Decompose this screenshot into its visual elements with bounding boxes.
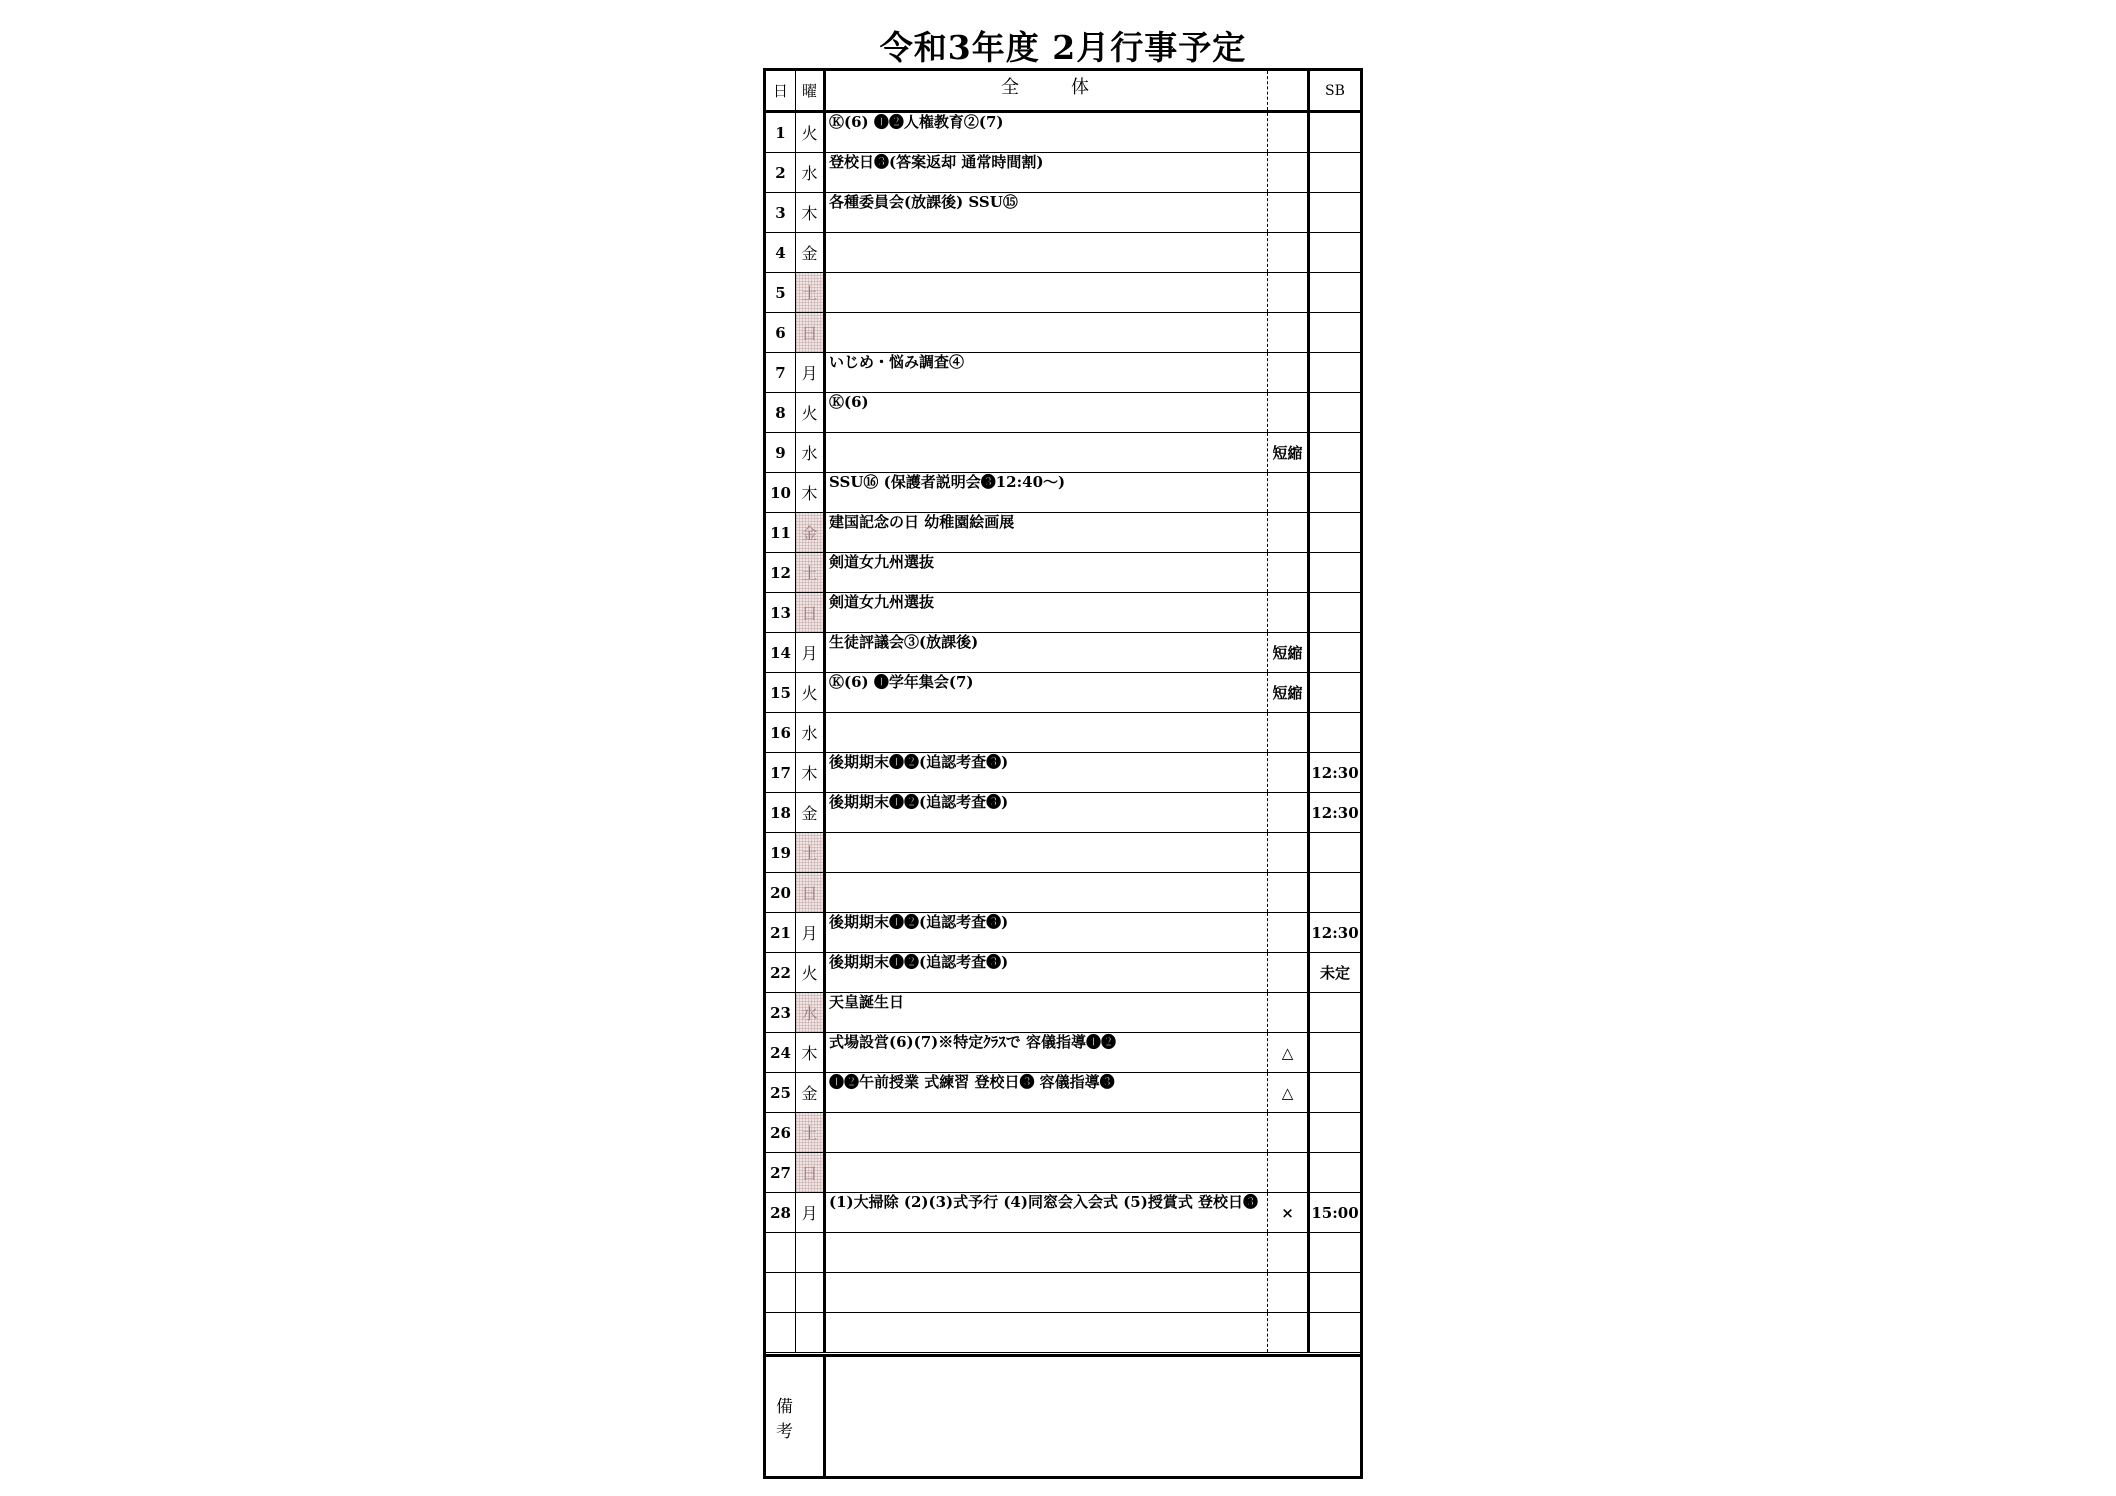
sb-cell <box>1310 833 1360 872</box>
day-cell: 10 <box>766 473 796 512</box>
mark-cell <box>1268 153 1310 192</box>
mark-cell <box>1268 1313 1310 1352</box>
table-header-row <box>766 71 1360 113</box>
mark-cell <box>1268 793 1310 832</box>
weekday-cell: 月 <box>796 1193 826 1232</box>
table-row <box>766 833 1360 873</box>
day-cell: 6 <box>766 313 796 352</box>
table-row <box>766 1313 1360 1353</box>
day-cell: 8 <box>766 393 796 432</box>
events-cell: 登校日❸(答案返却 通常時間割) <box>826 153 1268 192</box>
day-cell: 4 <box>766 233 796 272</box>
header-mark <box>1268 71 1310 110</box>
events-cell: ❶❷午前授業 式練習 登校日❸ 容儀指導❸ <box>826 1073 1268 1112</box>
weekday-cell: 火 <box>796 673 826 712</box>
day-cell: 12 <box>766 553 796 592</box>
weekday-cell <box>796 1273 826 1312</box>
weekday-cell: 土 <box>796 833 826 872</box>
header-sb: SB <box>1325 82 1345 99</box>
mark-cell: △ <box>1268 1073 1310 1112</box>
day-cell: 11 <box>766 513 796 552</box>
table-row <box>766 193 1360 233</box>
sb-cell <box>1310 553 1360 592</box>
events-cell <box>826 833 1268 872</box>
day-cell: 1 <box>766 113 796 152</box>
sb-cell <box>1310 473 1360 512</box>
weekday-cell: 土 <box>796 273 826 312</box>
weekday-cell: 日 <box>796 1153 826 1192</box>
sb-cell: 未定 <box>1319 964 1350 982</box>
weekday-cell: 日 <box>796 593 826 632</box>
table-row <box>766 1073 1360 1113</box>
table-row <box>766 593 1360 633</box>
sb-cell <box>1310 233 1360 272</box>
sb-cell: 12:30 <box>1311 923 1359 942</box>
sb-cell: 12:30 <box>1311 763 1359 782</box>
weekday-cell: 木 <box>796 753 826 792</box>
mark-cell <box>1268 393 1310 432</box>
day-cell: 22 <box>766 953 796 992</box>
sb-cell <box>1310 1273 1360 1312</box>
mark-cell <box>1268 753 1310 792</box>
weekday-cell: 木 <box>796 1033 826 1072</box>
sb-cell <box>1310 433 1360 472</box>
table-row <box>766 113 1360 153</box>
events-cell: いじめ・悩み調査④ <box>826 353 1268 392</box>
sb-cell <box>1310 193 1360 232</box>
table-row <box>766 1033 1360 1073</box>
sb-cell <box>1310 273 1360 312</box>
weekday-cell: 水 <box>796 153 826 192</box>
day-cell: 13 <box>766 593 796 632</box>
table-row <box>766 873 1360 913</box>
day-cell: 14 <box>766 633 796 672</box>
mark-cell <box>1268 353 1310 392</box>
sb-cell <box>1310 1073 1360 1112</box>
day-cell: 25 <box>766 1073 796 1112</box>
events-cell <box>826 873 1268 912</box>
day-cell: 3 <box>766 193 796 232</box>
table-row <box>766 953 1360 993</box>
table-row <box>766 153 1360 193</box>
mark-cell: 短縮 <box>1268 633 1310 672</box>
weekday-cell: 水 <box>796 713 826 752</box>
table-row <box>766 1113 1360 1153</box>
notes-body <box>826 1357 1360 1476</box>
header-day: 日 <box>766 71 796 110</box>
events-cell <box>826 1113 1268 1152</box>
table-row <box>766 673 1360 713</box>
sb-cell <box>1310 993 1360 1032</box>
mark-cell <box>1268 913 1310 952</box>
events-cell <box>826 1313 1268 1352</box>
sb-cell <box>1310 393 1360 432</box>
day-cell <box>766 1233 796 1272</box>
day-cell: 16 <box>766 713 796 752</box>
mark-cell: 短縮 <box>1268 433 1310 472</box>
sb-cell <box>1310 1113 1360 1152</box>
events-cell: 後期期末❶❷(追認考査❸) <box>826 753 1268 792</box>
weekday-cell: 火 <box>796 113 826 152</box>
table-row <box>766 713 1360 753</box>
mark-cell <box>1268 833 1310 872</box>
mark-cell <box>1268 1113 1310 1152</box>
events-cell: Ⓚ(6) ❶❷人権教育②(7) <box>826 113 1268 152</box>
events-cell: 建国記念の日 幼稚園絵画展 <box>826 513 1268 552</box>
mark-cell <box>1268 873 1310 912</box>
sb-cell <box>1310 1233 1360 1272</box>
day-cell: 17 <box>766 753 796 792</box>
table-row <box>766 353 1360 393</box>
sb-cell <box>1310 313 1360 352</box>
mark-cell <box>1268 953 1310 992</box>
sb-cell <box>1310 1033 1360 1072</box>
table-row <box>766 393 1360 433</box>
day-cell <box>766 1273 796 1312</box>
events-cell <box>826 273 1268 312</box>
mark-cell: × <box>1268 1193 1310 1232</box>
weekday-cell: 金 <box>796 513 826 552</box>
table-row <box>766 433 1360 473</box>
weekday-cell: 土 <box>796 553 826 592</box>
events-cell <box>826 713 1268 752</box>
table-row <box>766 313 1360 353</box>
table-row <box>766 1193 1360 1233</box>
events-cell: 後期期末❶❷(追認考査❸) <box>826 953 1268 992</box>
day-cell: 21 <box>766 913 796 952</box>
weekday-cell: 金 <box>796 1073 826 1112</box>
table-row <box>766 473 1360 513</box>
notes-section <box>766 1354 1360 1476</box>
events-cell <box>826 1273 1268 1312</box>
mark-cell <box>1268 593 1310 632</box>
sb-cell <box>1310 513 1360 552</box>
mark-cell <box>1268 1153 1310 1192</box>
events-cell: 生徒評議会③(放課後) <box>826 633 1268 672</box>
events-cell: 各種委員会(放課後) SSU⑮ <box>826 193 1268 232</box>
mark-cell <box>1268 553 1310 592</box>
weekday-cell: 水 <box>796 433 826 472</box>
day-cell <box>766 1313 796 1352</box>
mark-cell: 短縮 <box>1268 673 1310 712</box>
events-cell <box>826 1233 1268 1272</box>
mark-cell <box>1268 273 1310 312</box>
sb-cell <box>1310 153 1360 192</box>
events-cell: 後期期末❶❷(追認考査❸) <box>826 793 1268 832</box>
weekday-cell: 金 <box>796 793 826 832</box>
mark-cell <box>1268 1233 1310 1272</box>
weekday-cell: 日 <box>796 873 826 912</box>
notes-label: 備考 <box>766 1357 826 1476</box>
mark-cell <box>1268 513 1310 552</box>
weekday-cell: 月 <box>796 353 826 392</box>
page-title: 令和3年度 2月行事予定 <box>879 28 1247 67</box>
sb-cell <box>1310 673 1360 712</box>
mark-cell <box>1268 1273 1310 1312</box>
events-cell: 剣道女九州選抜 <box>826 553 1268 592</box>
events-cell: 後期期末❶❷(追認考査❸) <box>826 913 1268 952</box>
table-row <box>766 273 1360 313</box>
weekday-cell: 日 <box>796 313 826 352</box>
weekday-cell: 月 <box>796 633 826 672</box>
table-row <box>766 993 1360 1033</box>
day-cell: 7 <box>766 353 796 392</box>
events-cell: (1)大掃除 (2)(3)式予行 (4)同窓会入会式 (5)授賞式 登校日❸ <box>826 1193 1268 1232</box>
weekday-cell: 木 <box>796 193 826 232</box>
day-cell: 5 <box>766 273 796 312</box>
mark-cell <box>1268 313 1310 352</box>
day-cell: 24 <box>766 1033 796 1072</box>
table-row <box>766 1153 1360 1193</box>
table-row <box>766 793 1360 833</box>
sb-cell <box>1310 1313 1360 1352</box>
events-cell: 式場設営(6)(7)※特定ｸﾗｽで 容儀指導❶❷ <box>826 1033 1268 1072</box>
day-cell: 23 <box>766 993 796 1032</box>
header-events: 全体 <box>826 71 1268 110</box>
mark-cell <box>1268 113 1310 152</box>
mark-cell <box>1268 473 1310 512</box>
sb-cell <box>1310 1153 1360 1192</box>
table-row <box>766 513 1360 553</box>
events-cell <box>826 313 1268 352</box>
events-cell <box>826 1153 1268 1192</box>
weekday-cell: 木 <box>796 473 826 512</box>
day-cell: 2 <box>766 153 796 192</box>
table-row <box>766 913 1360 953</box>
weekday-cell: 月 <box>796 913 826 952</box>
sb-cell <box>1310 113 1360 152</box>
day-cell: 26 <box>766 1113 796 1152</box>
events-cell <box>826 433 1268 472</box>
mark-cell <box>1268 993 1310 1032</box>
schedule-table <box>763 68 1363 1479</box>
weekday-cell: 水 <box>796 993 826 1032</box>
events-cell <box>826 233 1268 272</box>
sb-cell <box>1310 633 1360 672</box>
table-row <box>766 633 1360 673</box>
events-cell: Ⓚ(6) <box>826 393 1268 432</box>
events-cell: SSU⑯ (保護者説明会❸12:40～) <box>826 473 1268 512</box>
sb-cell: 15:00 <box>1311 1203 1359 1222</box>
mark-cell <box>1268 193 1310 232</box>
day-cell: 20 <box>766 873 796 912</box>
weekday-cell: 火 <box>796 393 826 432</box>
day-cell: 9 <box>766 433 796 472</box>
day-cell: 18 <box>766 793 796 832</box>
table-row <box>766 1233 1360 1273</box>
table-row <box>766 753 1360 793</box>
day-cell: 28 <box>766 1193 796 1232</box>
weekday-cell: 土 <box>796 1113 826 1152</box>
table-row <box>766 553 1360 593</box>
weekday-cell <box>796 1313 826 1352</box>
header-weekday: 曜 <box>796 71 826 110</box>
mark-cell <box>1268 233 1310 272</box>
sb-cell: 12:30 <box>1311 803 1359 822</box>
day-cell: 27 <box>766 1153 796 1192</box>
weekday-cell: 火 <box>796 953 826 992</box>
weekday-cell: 金 <box>796 233 826 272</box>
sb-cell <box>1310 353 1360 392</box>
weekday-cell <box>796 1233 826 1272</box>
events-cell: 剣道女九州選抜 <box>826 593 1268 632</box>
events-cell: Ⓚ(6) ❶学年集会(7) <box>826 673 1268 712</box>
day-cell: 19 <box>766 833 796 872</box>
sb-cell <box>1310 713 1360 752</box>
day-cell: 15 <box>766 673 796 712</box>
table-row <box>766 233 1360 273</box>
table-row <box>766 1273 1360 1313</box>
sb-cell <box>1310 873 1360 912</box>
mark-cell <box>1268 713 1310 752</box>
mark-cell: △ <box>1268 1033 1310 1072</box>
sb-cell <box>1310 593 1360 632</box>
events-cell: 天皇誕生日 <box>826 993 1268 1032</box>
